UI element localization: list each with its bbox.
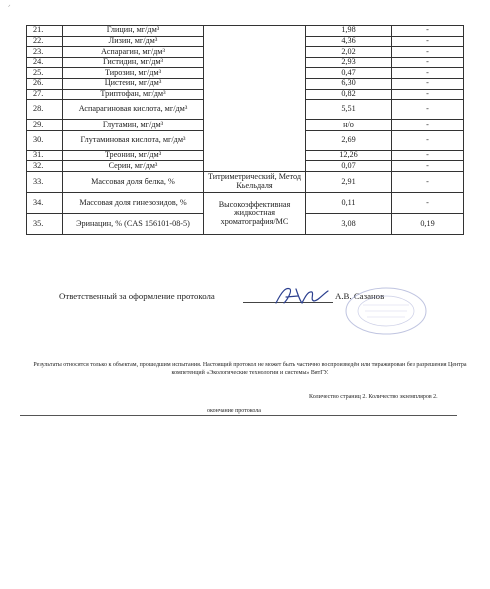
row-value: 2,91 [306,171,392,192]
row-name: Цистеин, мг/дм³ [63,78,204,89]
row-value: 1,98 [306,26,392,37]
row-value: 2,69 [306,130,392,150]
row-name: Серин, мг/дм³ [63,161,204,172]
scan-mark: ᐟ [8,5,11,11]
row-name: Триптофан, мг/дм³ [63,89,204,100]
row-uncertainty: - [392,161,464,172]
row-value: 3,08 [306,213,392,234]
row-number: 25. [27,68,63,79]
row-uncertainty: - [392,130,464,150]
signature-image [272,283,334,309]
row-name: Треонин, мг/дм³ [63,150,204,161]
row-number: 22. [27,36,63,47]
row-uncertainty: - [392,26,464,37]
row-name: Массовая доля белка, % [63,171,204,192]
row-method-hplc: Высокоэффективная жидкостная хроматография/МС [204,192,306,234]
row-uncertainty: - [392,89,464,100]
row-value: 5,51 [306,100,392,120]
method-cell-empty [204,26,306,172]
row-name: Лизин, мг/дм³ [63,36,204,47]
row-uncertainty: - [392,192,464,213]
row-name: Аспарагин, мг/дм³ [63,47,204,58]
row-uncertainty: - [392,47,464,58]
row-value: 0,47 [306,68,392,79]
row-number: 32. [27,161,63,172]
row-number: 34. [27,192,63,213]
row-value: н/о [306,120,392,131]
row-name: Массовая доля гинезозидов, % [63,192,204,213]
row-number: 28. [27,100,63,120]
stamp-seal [341,283,431,335]
row-number: 27. [27,89,63,100]
row-uncertainty: - [392,171,464,192]
row-number: 33. [27,171,63,192]
row-number: 30. [27,130,63,150]
row-number: 24. [27,57,63,68]
row-uncertainty: - [392,150,464,161]
row-value: 0,11 [306,192,392,213]
row-value: 0,82 [306,89,392,100]
row-value: 2,93 [306,57,392,68]
row-value: 6,30 [306,78,392,89]
row-uncertainty: - [392,78,464,89]
row-uncertainty: 0,19 [392,213,464,234]
row-uncertainty: - [392,100,464,120]
row-number: 26. [27,78,63,89]
row-name: Глицин, мг/дм³ [63,26,204,37]
row-number: 31. [27,150,63,161]
row-number: 35. [27,213,63,234]
row-name: Эринацин, % (CAS 156101-08-5) [63,213,204,234]
end-line [20,415,457,416]
disclaimer-text: Результаты относятся только к объектам, прошедшим испытания. Настоящий протокол не может быть частично воспроизведён или тиражирован без разрешения Центра компетенций «Экологические технологии и системы» ВятГУ. [33,362,467,377]
row-number: 29. [27,120,63,131]
row-value: 2,02 [306,47,392,58]
table-row [27,171,464,192]
row-name: Глутамин, мг/дм³ [63,120,204,131]
row-uncertainty: - [392,68,464,79]
row-value: 12,26 [306,150,392,161]
results-table [26,25,464,235]
responsible-label: Ответственный за оформление протокола [59,291,215,301]
table-row [27,192,464,213]
row-number: 23. [27,47,63,58]
row-method: Титриметрический, Метод Кьельдаля [204,171,306,192]
responsible-name: А.В. Сазанов [335,291,385,301]
row-name: Аспарагиновая кислота, мг/дм³ [63,100,204,120]
row-number: 21. [27,26,63,37]
row-uncertainty: - [392,36,464,47]
row-name: Тирозин, мг/дм³ [63,68,204,79]
pages-info: Количество страниц 2. Количество экземпляров 2. [309,394,438,400]
row-uncertainty: - [392,57,464,68]
table-row [27,26,464,37]
row-name: Гистидин, мг/дм³ [63,57,204,68]
row-name: Глутаминовая кислота, мг/дм³ [63,130,204,150]
row-uncertainty: - [392,120,464,131]
end-of-protocol: окончание протокола [207,408,261,414]
row-value: 0,07 [306,161,392,172]
row-value: 4,36 [306,36,392,47]
